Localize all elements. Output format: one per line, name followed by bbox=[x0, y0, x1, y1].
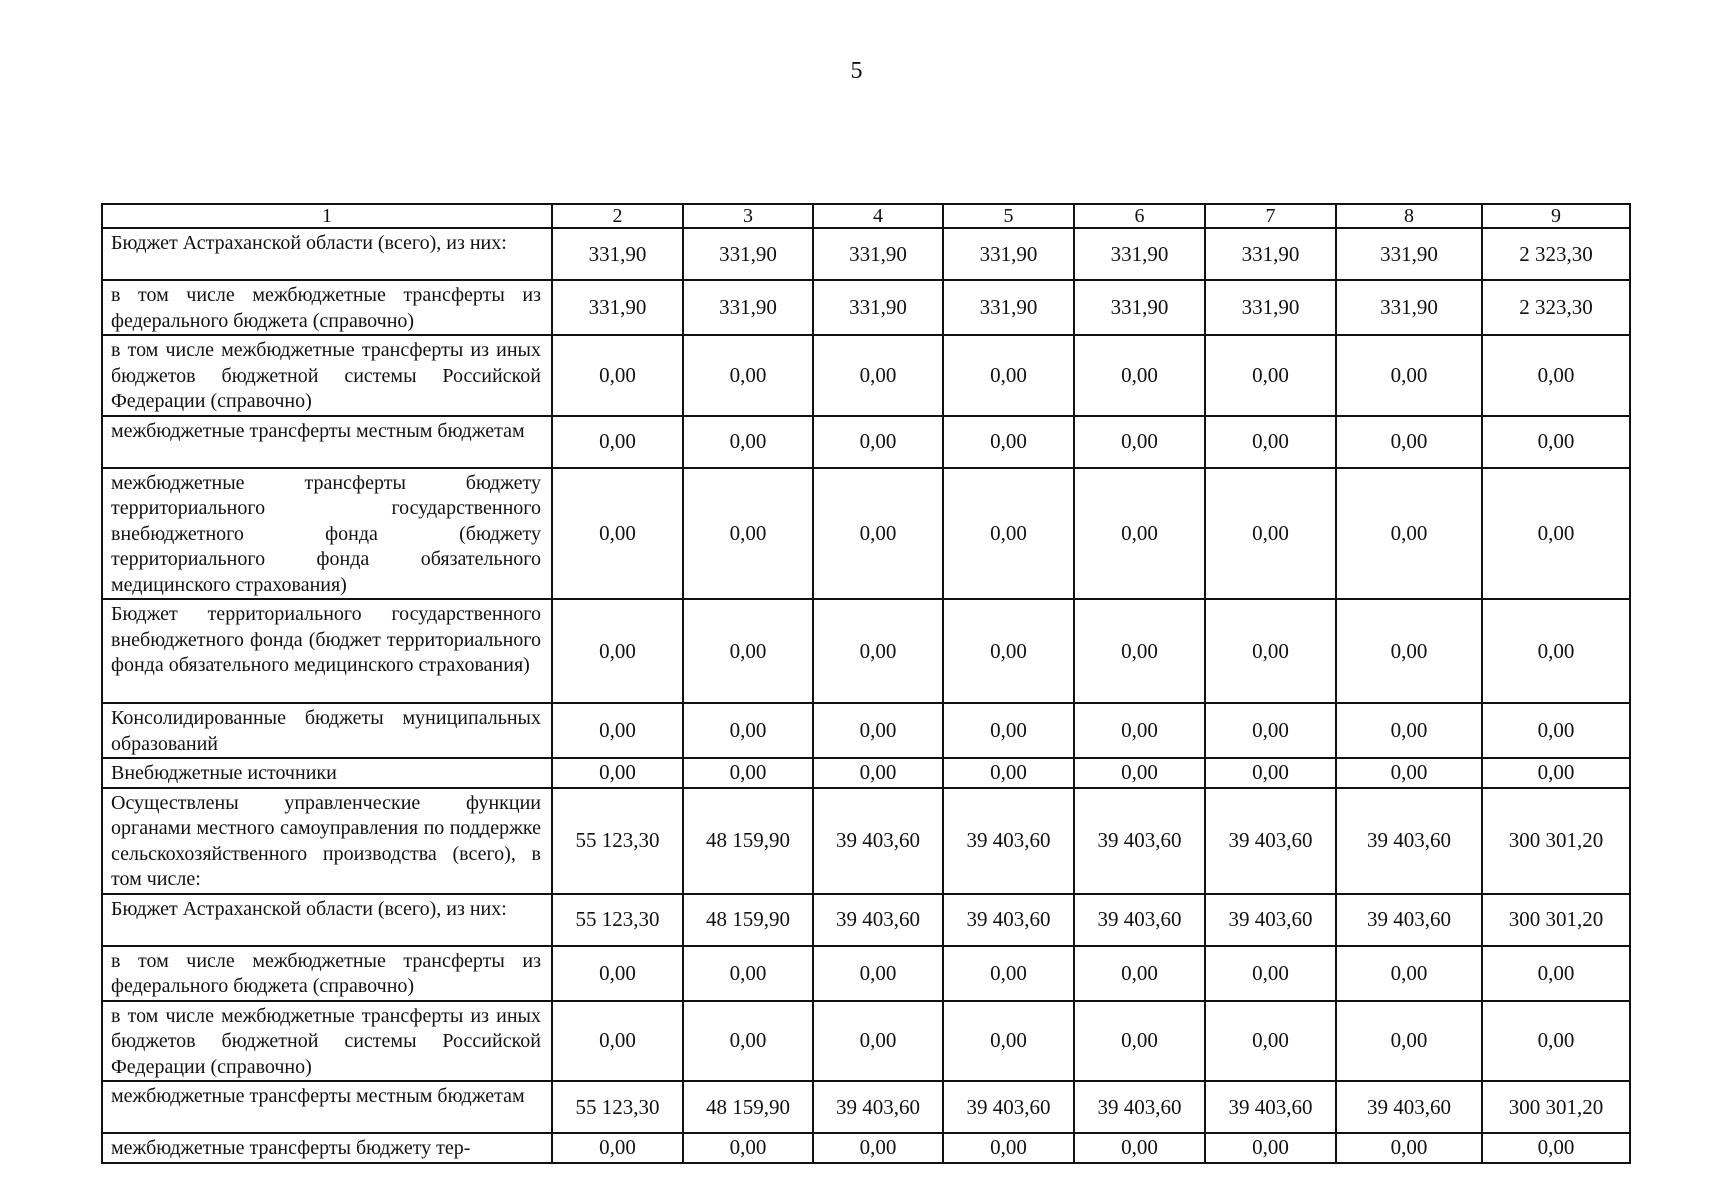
row-label: в том числе межбюджетные трансферты из федерального бюджета (справочно) bbox=[102, 946, 552, 1001]
row-label: Бюджет Астраханской области (всего), из них: bbox=[102, 894, 552, 946]
value-cell: 0,00 bbox=[943, 703, 1074, 758]
value-cell: 0,00 bbox=[813, 946, 943, 1001]
table-row bbox=[102, 788, 1630, 894]
value-cell: 48 159,90 bbox=[683, 894, 813, 946]
value-cell: 0,00 bbox=[943, 335, 1074, 416]
row-label: межбюджетные трансферты местным бюджетам bbox=[102, 416, 552, 468]
value-cell: 2 323,30 bbox=[1482, 280, 1630, 335]
value-cell: 39 403,60 bbox=[943, 894, 1074, 946]
value-cell: 0,00 bbox=[552, 1001, 683, 1082]
table-row bbox=[102, 468, 1630, 600]
value-cell: 39 403,60 bbox=[813, 1081, 943, 1133]
value-cell: 0,00 bbox=[683, 416, 813, 468]
value-cell: 0,00 bbox=[552, 703, 683, 758]
value-cell: 0,00 bbox=[1074, 1001, 1205, 1082]
value-cell: 0,00 bbox=[1482, 1133, 1630, 1163]
value-cell: 331,90 bbox=[1074, 228, 1205, 280]
table-row bbox=[102, 1001, 1630, 1082]
value-cell: 0,00 bbox=[1074, 335, 1205, 416]
value-cell: 300 301,20 bbox=[1482, 788, 1630, 894]
table-row bbox=[102, 280, 1630, 335]
value-cell: 0,00 bbox=[943, 1001, 1074, 1082]
value-cell: 0,00 bbox=[1482, 1001, 1630, 1082]
column-number-header: 4 bbox=[813, 204, 943, 228]
value-cell: 0,00 bbox=[1336, 1001, 1482, 1082]
value-cell: 0,00 bbox=[1074, 599, 1205, 703]
row-label: в том числе межбюджетные трансферты из федерального бюджета (справочно) bbox=[102, 280, 552, 335]
table-row bbox=[102, 1133, 1630, 1163]
value-cell: 0,00 bbox=[1205, 599, 1336, 703]
value-cell: 0,00 bbox=[943, 416, 1074, 468]
row-label: межбюджетные трансферты местным бюджетам bbox=[102, 1081, 552, 1133]
row-label: Осуществлены управленческие функции органами местного самоуправления по поддержке сельскохозяйственного производства (всего), в том числе: bbox=[102, 788, 552, 894]
value-cell: 0,00 bbox=[683, 703, 813, 758]
value-cell: 0,00 bbox=[552, 1133, 683, 1163]
value-cell: 0,00 bbox=[1482, 703, 1630, 758]
column-number-header: 8 bbox=[1336, 204, 1482, 228]
value-cell: 0,00 bbox=[1482, 599, 1630, 703]
table-row bbox=[102, 416, 1630, 468]
value-cell: 0,00 bbox=[1074, 946, 1205, 1001]
column-number-header: 6 bbox=[1074, 204, 1205, 228]
value-cell: 0,00 bbox=[552, 335, 683, 416]
value-cell: 39 403,60 bbox=[943, 1081, 1074, 1133]
value-cell: 0,00 bbox=[813, 416, 943, 468]
value-cell: 39 403,60 bbox=[1336, 1081, 1482, 1133]
value-cell: 331,90 bbox=[1336, 280, 1482, 335]
value-cell: 39 403,60 bbox=[1336, 788, 1482, 894]
value-cell: 0,00 bbox=[1336, 335, 1482, 416]
value-cell: 39 403,60 bbox=[1205, 1081, 1336, 1133]
table-row bbox=[102, 228, 1630, 280]
value-cell: 300 301,20 bbox=[1482, 1081, 1630, 1133]
value-cell: 55 123,30 bbox=[552, 1081, 683, 1133]
value-cell: 0,00 bbox=[943, 946, 1074, 1001]
value-cell: 0,00 bbox=[683, 1133, 813, 1163]
value-cell: 39 403,60 bbox=[813, 788, 943, 894]
value-cell: 0,00 bbox=[1205, 468, 1336, 600]
value-cell: 0,00 bbox=[1205, 758, 1336, 788]
value-cell: 0,00 bbox=[683, 468, 813, 600]
value-cell: 39 403,60 bbox=[813, 894, 943, 946]
value-cell: 331,90 bbox=[813, 280, 943, 335]
value-cell: 0,00 bbox=[1336, 599, 1482, 703]
value-cell: 2 323,30 bbox=[1482, 228, 1630, 280]
row-label: в том числе межбюджетные трансферты из иных бюджетов бюджетной системы Российской Федерации (справочно) bbox=[102, 1001, 552, 1082]
value-cell: 0,00 bbox=[1074, 468, 1205, 600]
row-label: Внебюджетные источники bbox=[102, 758, 552, 788]
value-cell: 0,00 bbox=[1336, 703, 1482, 758]
table-row bbox=[102, 758, 1630, 788]
value-cell: 39 403,60 bbox=[1074, 894, 1205, 946]
value-cell: 331,90 bbox=[683, 280, 813, 335]
column-number-header: 9 bbox=[1482, 204, 1630, 228]
value-cell: 0,00 bbox=[813, 1001, 943, 1082]
value-cell: 331,90 bbox=[1336, 228, 1482, 280]
value-cell: 0,00 bbox=[943, 1133, 1074, 1163]
value-cell: 0,00 bbox=[813, 758, 943, 788]
table-row bbox=[102, 894, 1630, 946]
value-cell: 0,00 bbox=[1482, 416, 1630, 468]
value-cell: 331,90 bbox=[1074, 280, 1205, 335]
value-cell: 48 159,90 bbox=[683, 788, 813, 894]
column-number-header: 3 bbox=[683, 204, 813, 228]
value-cell: 0,00 bbox=[552, 758, 683, 788]
table-row bbox=[102, 946, 1630, 1001]
page-number: 5 bbox=[850, 58, 863, 84]
value-cell: 0,00 bbox=[1482, 468, 1630, 600]
value-cell: 0,00 bbox=[813, 599, 943, 703]
column-number-header: 1 bbox=[102, 204, 552, 228]
value-cell: 0,00 bbox=[1336, 468, 1482, 600]
value-cell: 0,00 bbox=[1205, 1001, 1336, 1082]
value-cell: 331,90 bbox=[943, 280, 1074, 335]
value-cell: 0,00 bbox=[683, 946, 813, 1001]
budget-table bbox=[101, 203, 1631, 1164]
value-cell: 0,00 bbox=[1336, 758, 1482, 788]
row-label: Бюджет Астраханской области (всего), из них: bbox=[102, 228, 552, 280]
value-cell: 0,00 bbox=[1482, 946, 1630, 1001]
value-cell: 0,00 bbox=[1074, 1133, 1205, 1163]
value-cell: 55 123,30 bbox=[552, 788, 683, 894]
value-cell: 0,00 bbox=[1205, 1133, 1336, 1163]
value-cell: 0,00 bbox=[1205, 703, 1336, 758]
table-row bbox=[102, 335, 1630, 416]
row-label: межбюджетные трансферты бюджету тер- bbox=[102, 1133, 552, 1163]
value-cell: 0,00 bbox=[683, 599, 813, 703]
value-cell: 0,00 bbox=[552, 416, 683, 468]
value-cell: 0,00 bbox=[1074, 758, 1205, 788]
value-cell: 0,00 bbox=[1336, 946, 1482, 1001]
column-number-row bbox=[102, 204, 1630, 228]
value-cell: 39 403,60 bbox=[1074, 1081, 1205, 1133]
value-cell: 0,00 bbox=[813, 335, 943, 416]
value-cell: 0,00 bbox=[1482, 758, 1630, 788]
value-cell: 331,90 bbox=[1205, 280, 1336, 335]
value-cell: 0,00 bbox=[552, 468, 683, 600]
value-cell: 0,00 bbox=[943, 758, 1074, 788]
row-label: Бюджет территориального государственного внебюджетного фонда (бюджет территориального фонда обязательного медицинского страхования) bbox=[102, 599, 552, 703]
value-cell: 0,00 bbox=[1074, 416, 1205, 468]
value-cell: 0,00 bbox=[1336, 1133, 1482, 1163]
value-cell: 0,00 bbox=[1482, 335, 1630, 416]
value-cell: 55 123,30 bbox=[552, 894, 683, 946]
value-cell: 300 301,20 bbox=[1482, 894, 1630, 946]
row-label: Консолидированные бюджеты муниципальных образований bbox=[102, 703, 552, 758]
value-cell: 39 403,60 bbox=[1074, 788, 1205, 894]
value-cell: 0,00 bbox=[552, 599, 683, 703]
value-cell: 331,90 bbox=[1205, 228, 1336, 280]
row-label: в том числе межбюджетные трансферты из иных бюджетов бюджетной системы Российской Федерации (справочно) bbox=[102, 335, 552, 416]
value-cell: 331,90 bbox=[683, 228, 813, 280]
value-cell: 331,90 bbox=[813, 228, 943, 280]
value-cell: 0,00 bbox=[813, 468, 943, 600]
value-cell: 0,00 bbox=[943, 599, 1074, 703]
value-cell: 0,00 bbox=[1336, 416, 1482, 468]
value-cell: 48 159,90 bbox=[683, 1081, 813, 1133]
value-cell: 0,00 bbox=[683, 1001, 813, 1082]
value-cell: 0,00 bbox=[1205, 416, 1336, 468]
table-row bbox=[102, 599, 1630, 703]
value-cell: 39 403,60 bbox=[1205, 788, 1336, 894]
value-cell: 0,00 bbox=[683, 335, 813, 416]
value-cell: 39 403,60 bbox=[943, 788, 1074, 894]
table-row bbox=[102, 703, 1630, 758]
value-cell: 0,00 bbox=[813, 1133, 943, 1163]
column-number-header: 5 bbox=[943, 204, 1074, 228]
column-number-header: 2 bbox=[552, 204, 683, 228]
value-cell: 0,00 bbox=[1205, 946, 1336, 1001]
table-row bbox=[102, 1081, 1630, 1133]
value-cell: 331,90 bbox=[552, 228, 683, 280]
value-cell: 0,00 bbox=[813, 703, 943, 758]
value-cell: 39 403,60 bbox=[1336, 894, 1482, 946]
value-cell: 331,90 bbox=[943, 228, 1074, 280]
value-cell: 39 403,60 bbox=[1205, 894, 1336, 946]
value-cell: 0,00 bbox=[552, 946, 683, 1001]
value-cell: 331,90 bbox=[552, 280, 683, 335]
value-cell: 0,00 bbox=[683, 758, 813, 788]
value-cell: 0,00 bbox=[1074, 703, 1205, 758]
value-cell: 0,00 bbox=[943, 468, 1074, 600]
row-label: межбюджетные трансферты бюджету территориального государственного внебюджетного фонда (бюджету территориального фонда обязательного медицинского страхования) bbox=[102, 468, 552, 600]
value-cell: 0,00 bbox=[1205, 335, 1336, 416]
column-number-header: 7 bbox=[1205, 204, 1336, 228]
